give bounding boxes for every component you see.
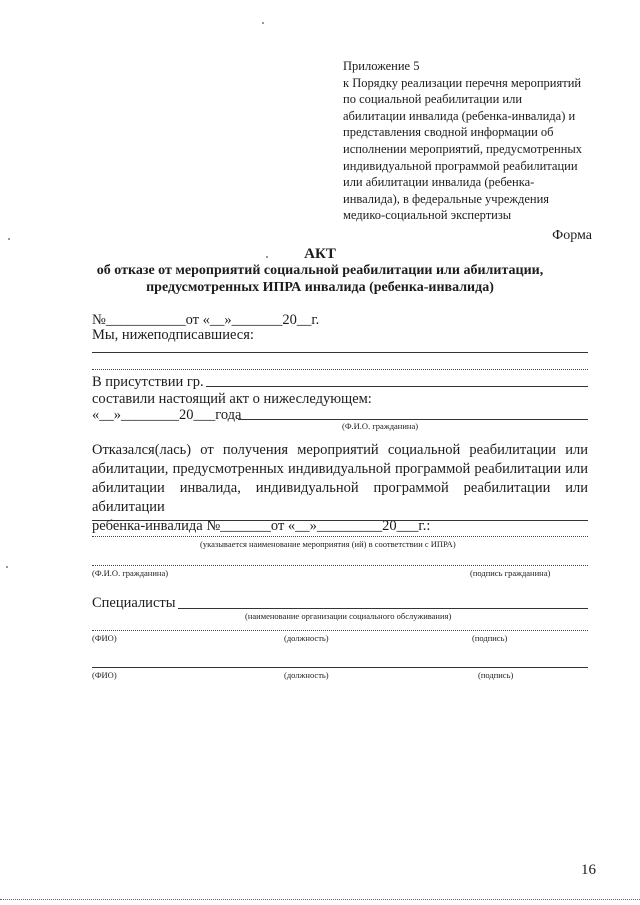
date-line: «__»________20___года xyxy=(92,407,242,423)
specialist-2-line xyxy=(92,667,588,668)
specialist-1-signature: (подпись) xyxy=(472,633,508,643)
scan-speck xyxy=(262,22,264,24)
refusal-line-1: Отказался(лась) от получения мероприятий социальной реабилитации или xyxy=(92,442,588,458)
caption-organization: (наименование организации социального обслуживания) xyxy=(245,611,452,621)
specialist-2-position: (должность) xyxy=(284,670,329,680)
appendix-line: абилитации инвалида (ребенка-инвалида) и xyxy=(343,108,576,123)
caption-citizen-name: (Ф.И.О. гражданина) xyxy=(342,421,419,431)
act-number-date: №___________от «__»_______20__г. xyxy=(92,312,320,328)
caption-signature-citizen: (подпись гражданина) xyxy=(470,568,551,578)
appendix-line: представления сводной информации об xyxy=(343,125,554,140)
undersigned-label: Мы, нижеподписавшиеся: xyxy=(92,327,254,343)
subtitle-line-2: предусмотренных ИПРА инвалида (ребенка-инвалида) xyxy=(146,280,494,295)
specialist-1-fio: (ФИО) xyxy=(92,633,117,643)
refusal-line-4: ребенка-инвалида №_______от «__»_________20___г.: xyxy=(92,518,431,534)
refusal-line-3: абилитации инвалида, индивидуальной программой реабилитации или абилитации xyxy=(92,480,588,515)
appendix-line: по социальной реабилитации или xyxy=(343,92,523,107)
presence-label: В присутствии гр. xyxy=(92,374,204,390)
specialist-1-position: (должность) xyxy=(284,633,329,643)
scan-bottom-edge xyxy=(0,899,640,900)
document-subtitle xyxy=(0,262,640,296)
caption-measure: (указывается наименование мероприятия (ий) в соответствии с ИПРА) xyxy=(200,539,456,549)
appendix-line: медико-социальной экспертизы xyxy=(343,208,512,223)
appendix-line: исполнении мероприятий, предусмотренных xyxy=(343,141,583,156)
refusal-paragraph xyxy=(92,441,588,536)
measure-line-2 xyxy=(92,536,588,537)
appendix-line: к Порядку реализации перечня мероприятий xyxy=(343,75,582,90)
subtitle-line-1: об отказе от мероприятий социальной реабилитации или абилитации, xyxy=(96,263,544,278)
compiled-label: составили настоящий акт о нижеследующем: xyxy=(92,391,372,407)
appendix-line: индивидуальной программой реабилитации xyxy=(343,158,578,173)
specialist-2-fio: (ФИО) xyxy=(92,670,117,680)
specialists-label: Специалисты xyxy=(92,595,176,611)
measure-line-1 xyxy=(92,520,588,521)
presence-line xyxy=(206,386,588,387)
undersigned-line-1 xyxy=(92,352,588,353)
scan-speck xyxy=(8,238,10,240)
scan-speck xyxy=(6,566,8,568)
specialists-org-line xyxy=(178,608,588,609)
appendix-header xyxy=(343,58,603,224)
citizen-name-line xyxy=(238,419,588,420)
appendix-line: или абилитации инвалида (ребенка- xyxy=(343,175,535,190)
form-label: Форма xyxy=(552,228,592,243)
page-number: 16 xyxy=(581,862,596,878)
caption-fio-citizen: (Ф.И.О. гражданина) xyxy=(92,568,169,578)
specialist-2-signature: (подпись) xyxy=(478,670,514,680)
specialist-1-line xyxy=(92,630,588,631)
appendix-line: инвалида), в федеральные учреждения xyxy=(343,191,550,206)
appendix-line: Приложение 5 xyxy=(343,59,420,73)
undersigned-line-2 xyxy=(92,369,588,370)
document-title: АКТ xyxy=(304,246,336,262)
citizen-signature-line xyxy=(92,565,588,566)
scan-speck xyxy=(266,256,268,258)
refusal-line-2: абилитации, предусмотренных индивидуальной программой реабилитации или xyxy=(92,461,588,477)
